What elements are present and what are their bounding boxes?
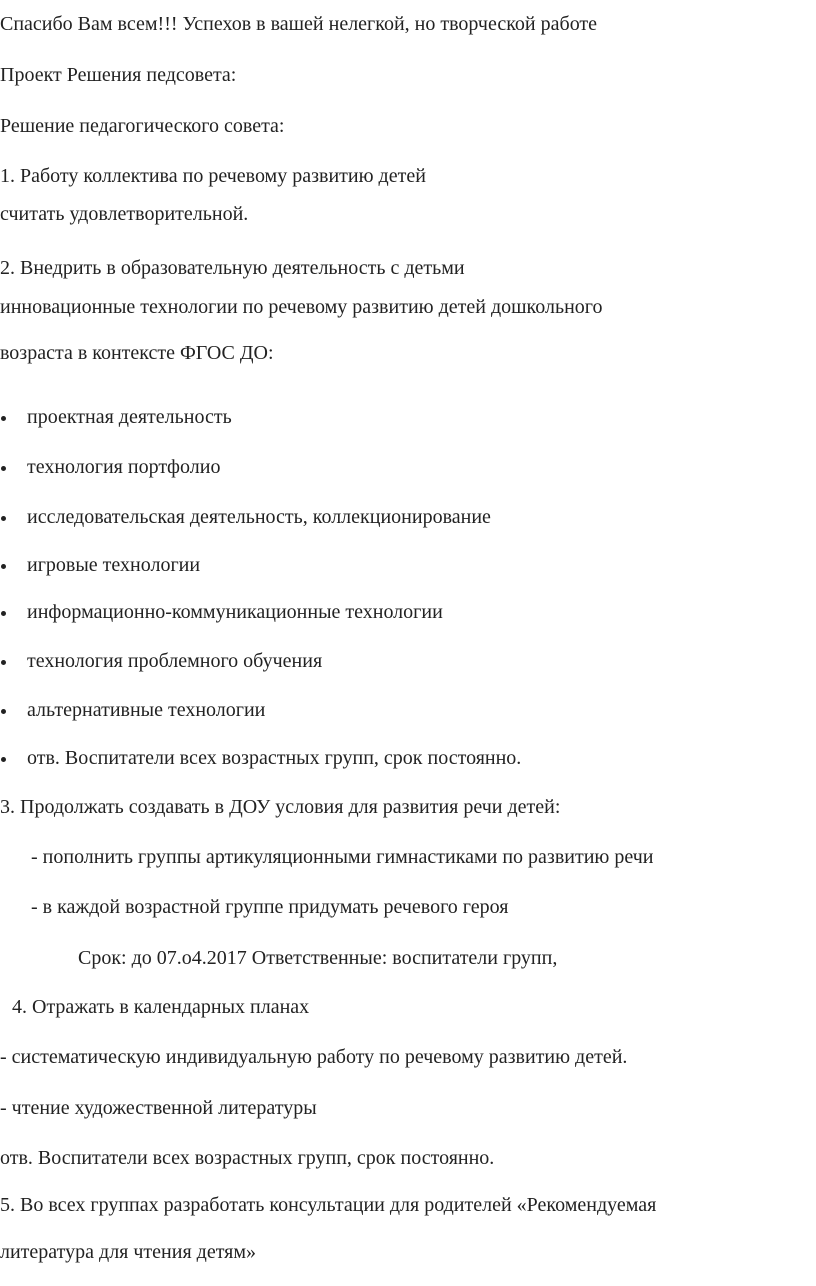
item1-line1: 1. Работу коллектива по речевому развитию детей [0, 165, 426, 187]
item3-deadline: Срок: до 07.о4.2017 Ответственные: воспитатели групп, [78, 947, 558, 969]
item4-line1: 4. Отражать в календарных планах [12, 996, 310, 1018]
bullet-icon [1, 564, 6, 569]
list-item-text: альтернативные технологии [27, 699, 266, 721]
decision-title: Решение педагогического совета: [0, 115, 285, 137]
list-item-text: технология портфолио [27, 456, 221, 478]
bullet-icon [1, 611, 6, 616]
bullet-icon [1, 416, 6, 421]
item2-line2: инновационные технологии по речевому развитию детей дошкольного [0, 296, 603, 318]
item3-sub1: - пополнить группы артикуляционными гимнастиками по развитию речи [31, 846, 654, 868]
list-item-text: проектная деятельность [27, 406, 232, 428]
item4-sub1: - систематическую индивидуальную работу по речевому развитию детей. [0, 1046, 628, 1068]
item2-line3: возраста в контексте ФГОС ДО: [0, 342, 274, 364]
item3-sub2: - в каждой возрастной группе придумать речевого героя [31, 896, 509, 918]
item5-line2: литература для чтения детям» [0, 1241, 257, 1263]
list-item-text: игровые технологии [27, 554, 201, 576]
item4-resp: отв. Воспитатели всех возрастных групп, срок постоянно. [0, 1147, 495, 1169]
project-title: Проект Решения педсовета: [0, 64, 237, 86]
item5-line1: 5. Во всех группах разработать консультации для родителей «Рекомендуемая [0, 1194, 657, 1216]
bullet-icon [1, 660, 6, 665]
bullet-icon [1, 516, 6, 521]
list-item-text: информационно-коммуникационные технологии [27, 601, 443, 623]
thanks-line: Спасибо Вам всем!!! Успехов в вашей нелегкой, но творческой работе [0, 13, 598, 35]
list-item-text: технология проблемного обучения [27, 650, 323, 672]
bullet-icon [1, 466, 6, 471]
item4-sub2: - чтение художественной литературы [0, 1097, 317, 1119]
item1-line2: считать удовлетворительной. [0, 203, 249, 225]
list-item-text: исследовательская деятельность, коллекционирование [27, 506, 491, 528]
bullet-icon [1, 709, 6, 714]
bullet-icon [1, 757, 6, 762]
list-item-text: отв. Воспитатели всех возрастных групп, срок постоянно. [27, 747, 522, 769]
item3-line1: 3. Продолжать создавать в ДОУ условия для развития речи детей: [0, 796, 561, 818]
item2-line1: 2. Внедрить в образовательную деятельность с детьми [0, 257, 465, 279]
